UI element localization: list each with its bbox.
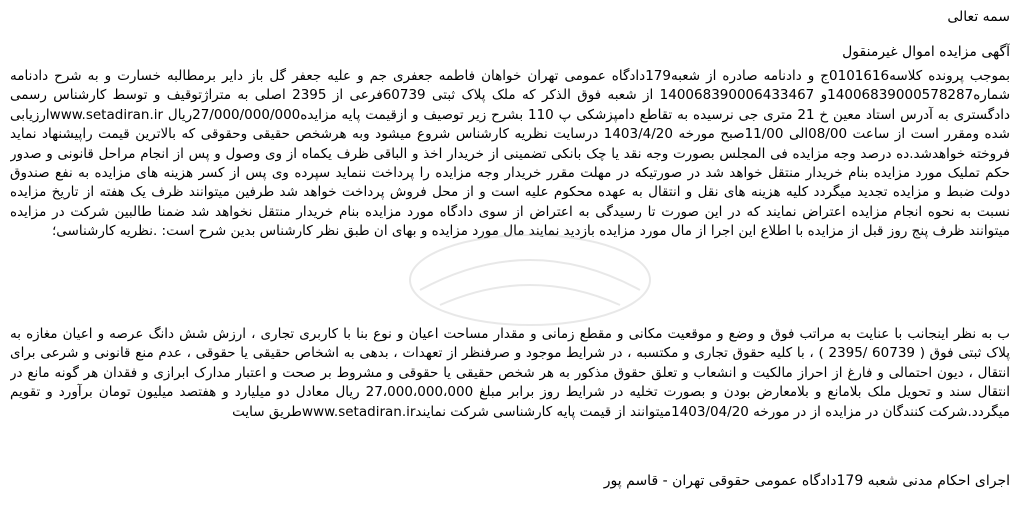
signature-line: اجرای احکام مدنی شعبه 179دادگاه عمومی حقوقی تهران - قاسم پور [603,473,1010,489]
notice-paragraph-main: بموجب پرونده کلاسه0101616ج و دادنامه صادره از شعبه179دادگاه عمومی تهران خواهان فاطمه جعفری جم و علیه جعفر گل باز دایر برمطالبه خسارت و به شرح دادنامه شماره14006839000578287و 140068390006433467 از شعبه فوق الذکر که ملک پلاک ثبتی 60739فرعی از 2395 اصلی به متراژتوقیف و توسط کارشناس رسمی دادگستری به آدرس استاد معین خ 21 متری جی نرسیده به تقاطع دامپزشکی پ 110 بشرح زیر توصیف و ازقیمت پایه مزایده27/000/000/000ریال www.setadiran.irارزیابی شده ومقرر است از ساعت 08/00الی 11/00صبح مورخه 1403/4/20 درسایت نظریه کارشناس شروع میشود وبه هرشخص حقیقی وحقوقی که بالاترین قیمت راپیشنهاد نماید فروخته خواهدشد.ده درصد وجه مزایده فی المجلس بصورت وجه نقد یا چک بانکی تضمینی از خریدار اخذ و الباقی ظرف یکماه از وی وصول و پس از انجام مراحل قانونی و صدور حکم تملیک مورد مزایده بنام خریدار منتقل خواهد شد در صورتیکه در مهلت مقرر خریدار وجه مزایده را پرداخت ننماید سپرده وی پس از کسر هزینه های مزایده به نفع صندوق دولت ضبط و مزایده تجدید میگردد کلیه هزینه های نقل و انتقال به عهده محکوم علیه است و از محل فروش پرداخت خواهد شد طرفین میتوانند ظرف یک هفته از تاریخ مزایده نسبت به نحوه انجام مزایده اعتراض نمایند که در این صورت تا رسیدگی به اعتراض از سوی دادگاه مورد مزایده بنام خریدار منتقل نخواهد شد ضمنا طالبین شرکت در مزایده میتوانند ظرف پنج روز قبل از مزایده با اطلاع این اجرا از مال مورد مزایده بازدید نمایند مال مورد مزایده و بهای ان طبق نظر کارشناس بدین شرح است: .نظریه کارشناسی؛ [10,68,1010,240]
invocation-heading: سمه تعالی [947,9,1010,25]
notice-title: آگهی مزایده اموال غیرمنقول [842,44,1010,60]
notice-document [4,4,1016,524]
notice-paragraph-appraisal: ب به نظر اینجانب با عنایت به مراتب فوق و وضع و موقعیت مکانی و مقطع زمانی و مقدار مساحت اعیان و نوع بنا با کاربری تجاری ، ارزش شش دانگ عرصه و اعیان مغازه به پلاک ثبتی فوق ( 60739 /2395 ) ، با کلیه حقوق تجاری و مکتسبه ، در شرایط موجود و صرفنظر از تعهدات ، بدهی به اشخاص حقیقی یا حقوقی ، عدم منع قانونی و شرعی برای انتقال ، دیون احتمالی و فارغ از احراز مالکیت و انشعاب و تعلق حقوق مذکور به هر شخص حقیقی یا حقوقی و مشروط بر صحت و اعتبار مدارک ابرازی و فقدان هر گونه مانع در انتقال سند و تحویل ملک بلامانع و بلامعارض بودن و بصورت تخلیه در شرایط روز برابر مبلغ 27،000،000،000 ریال معادل دو میلیارد و هفتصد میلیون تومان برآورد و تقویم میگردد.شرکت کنندگان در مزایده از در مورخه 1403/04/20میتوانند از قیمت پایه کارشناسی شرکت نمایندwww.setadiran.irطریق سایت [10,326,1010,420]
